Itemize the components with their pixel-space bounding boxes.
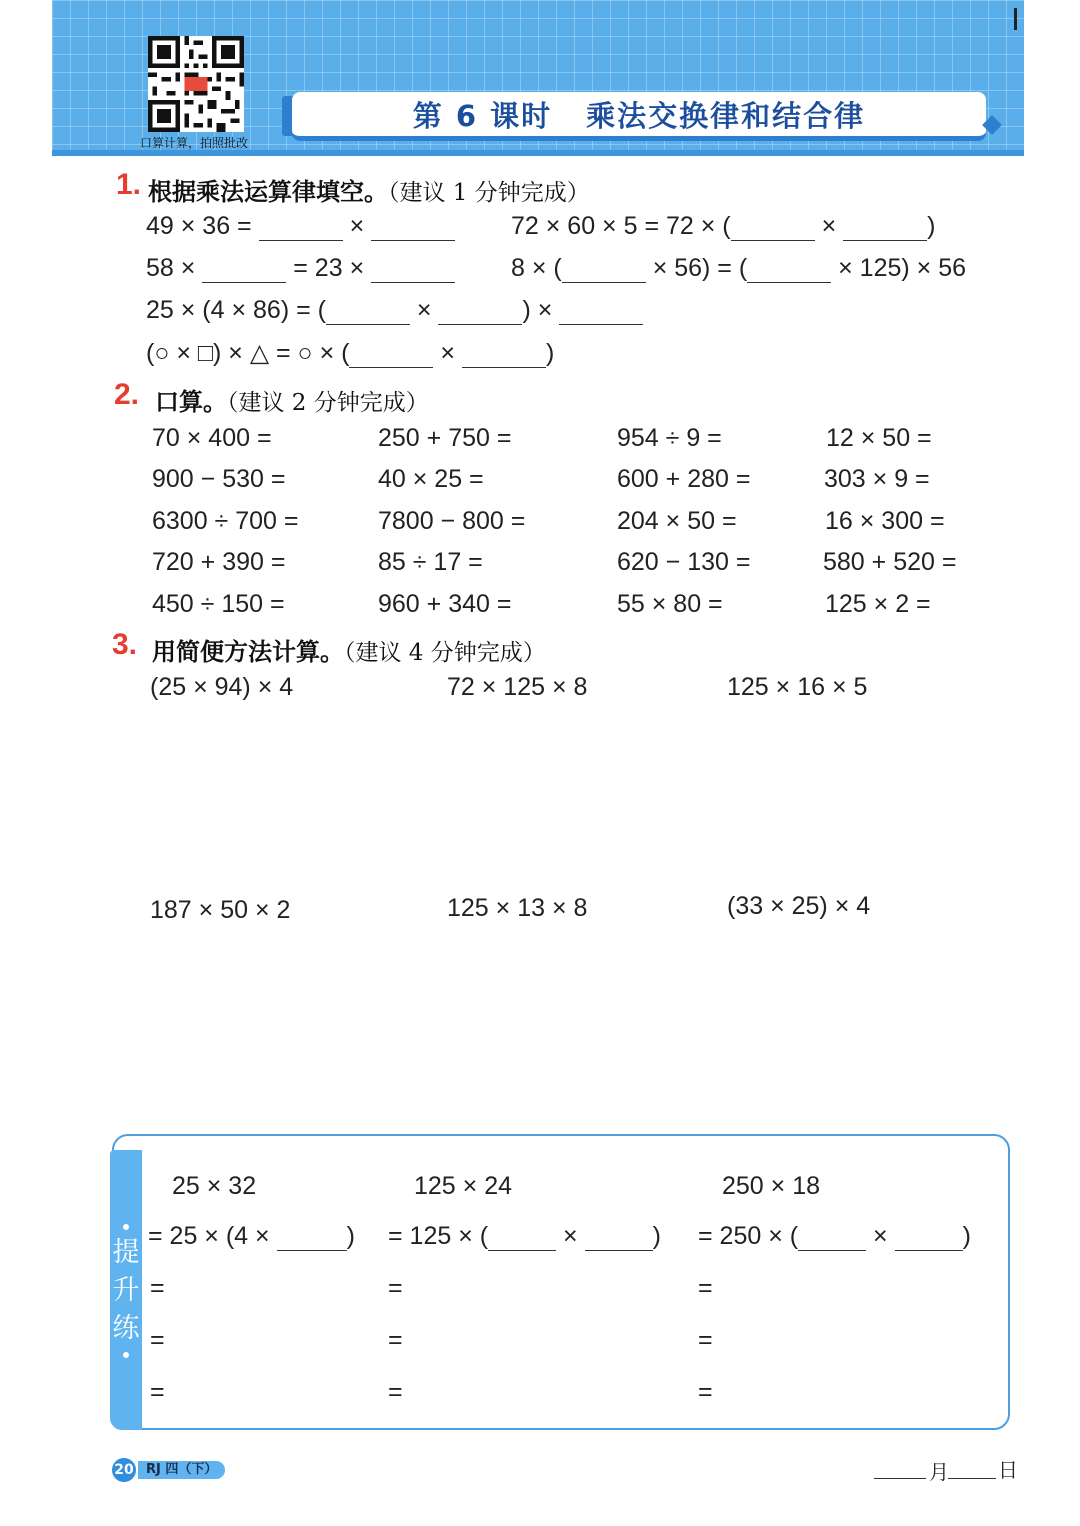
practice-label-char: 升: [112, 1275, 140, 1306]
practice-step: [388, 1222, 661, 1251]
answer-blank[interactable]: [259, 216, 343, 241]
expr-text: ×: [563, 1222, 578, 1250]
qr-caption: 口算计算，拍照批改: [140, 136, 249, 150]
answer-blank[interactable]: [798, 1226, 866, 1251]
q3-title: [152, 632, 546, 667]
expr-text: 58 ×: [146, 254, 196, 282]
q1-row2-right: [511, 254, 966, 283]
simplify-item: (33 × 25) × 4: [727, 892, 871, 920]
q2-number: 2.: [114, 378, 140, 411]
expr-text: × 125) × 56: [838, 254, 967, 282]
practice-step: [148, 1222, 355, 1251]
equals-line: =: [388, 1378, 403, 1406]
oral-calc-item: 40 × 25 =: [378, 465, 484, 493]
month-blank[interactable]: [874, 1454, 926, 1479]
expr-text: 25 × (4 × 86) = (: [146, 296, 326, 324]
side-dot: [123, 1352, 129, 1358]
equals-line: =: [150, 1274, 165, 1302]
q1-title-text: 根据乘法运算律填空。: [148, 178, 388, 206]
answer-blank[interactable]: [562, 258, 646, 283]
practice-expr: 25 × 32: [172, 1172, 257, 1200]
q3-title-text: 用简便方法计算。: [152, 638, 344, 666]
expr-text: ×: [440, 339, 456, 367]
q1-row4: [146, 338, 554, 368]
oral-calc-item: 954 ÷ 9 =: [617, 424, 722, 452]
q1-hint: （建议 1 分钟完成）: [388, 180, 590, 206]
oral-calc-item: 16 × 300 =: [825, 507, 945, 535]
oral-calc-item: 6300 ÷ 700 =: [152, 507, 299, 535]
expr-text: 49 × 36 =: [146, 212, 252, 240]
oral-calc-item: 70 × 400 =: [152, 424, 272, 452]
side-dot: [123, 1224, 129, 1230]
answer-blank[interactable]: [585, 1226, 653, 1251]
expr-text: ): [962, 1222, 971, 1250]
expr-text: ): [652, 1222, 661, 1250]
simplify-item: 125 × 16 × 5: [727, 673, 868, 701]
edition-tag: RJ 四（下）: [138, 1461, 225, 1479]
practice-step: [698, 1222, 971, 1251]
oral-calc-item: 600 + 280 =: [617, 465, 751, 493]
month-label: 月: [929, 1460, 949, 1484]
answer-blank[interactable]: [895, 1226, 963, 1251]
expr-text: ) ×: [522, 296, 553, 324]
oral-calc-item: 85 ÷ 17 =: [378, 548, 483, 576]
oral-calc-item: 303 × 9 =: [824, 465, 930, 493]
equals-line: =: [150, 1378, 165, 1406]
practice-label: [110, 1234, 142, 1348]
practice-expr: 125 × 24: [414, 1172, 513, 1200]
equals-line: =: [388, 1326, 403, 1354]
expr-text: ×: [873, 1222, 888, 1250]
oral-calc-item: 960 + 340 =: [378, 590, 512, 618]
q1-title: [148, 172, 590, 207]
expr-text: ): [545, 339, 555, 367]
simplify-item: 72 × 125 × 8: [447, 673, 588, 701]
answer-blank[interactable]: [438, 300, 522, 325]
q1-row3: [146, 296, 643, 325]
title-bar: [292, 92, 986, 139]
expr-text: ): [927, 212, 936, 240]
oral-calc-item: 7800 − 800 =: [378, 507, 526, 535]
expr-text: ): [346, 1222, 355, 1250]
qr-code[interactable]: [148, 36, 244, 132]
oral-calc-item: 720 + 390 =: [152, 548, 286, 576]
answer-blank[interactable]: [462, 343, 546, 368]
expr-text: = 23 ×: [293, 254, 365, 282]
expr-text: 72 × 60 × 5 = 72 × (: [511, 212, 731, 240]
oral-calc-item: 580 + 520 =: [823, 548, 957, 576]
q3-number: 3.: [112, 628, 138, 661]
oral-calc-item: 620 − 130 =: [617, 548, 751, 576]
expr-text: = 125 × (: [388, 1222, 489, 1250]
practice-label-char: 练: [112, 1313, 140, 1344]
day-blank[interactable]: [948, 1454, 996, 1479]
oral-calc-item: 55 × 80 =: [617, 590, 723, 618]
expr-text: 8 × (: [511, 254, 562, 282]
oral-calc-item: 900 − 530 =: [152, 465, 286, 493]
answer-blank[interactable]: [277, 1226, 347, 1251]
q2-title: [155, 382, 429, 417]
answer-blank[interactable]: [326, 300, 410, 325]
q1-row2-left: [146, 254, 455, 283]
expr-text: ×: [821, 212, 837, 240]
expr-text: ×: [349, 212, 365, 240]
day-label: 日: [998, 1458, 1018, 1482]
answer-blank[interactable]: [731, 216, 815, 241]
answer-blank[interactable]: [747, 258, 831, 283]
answer-blank[interactable]: [488, 1226, 556, 1251]
q1-row1-left: [146, 212, 455, 241]
oral-calc-item: 12 × 50 =: [826, 424, 932, 452]
practice-label-char: 提: [112, 1237, 140, 1268]
q1-number: 1.: [116, 168, 142, 201]
q2-hint: （建议 2 分钟完成）: [227, 390, 429, 416]
answer-blank[interactable]: [371, 258, 455, 283]
page-title: [292, 94, 986, 135]
q1-row1-right: [511, 212, 935, 241]
corner-mark: [1014, 8, 1017, 30]
answer-blank[interactable]: [559, 300, 643, 325]
page-number: 20: [112, 1458, 136, 1482]
q3-hint: （建议 4 分钟完成）: [344, 640, 546, 666]
answer-blank[interactable]: [843, 216, 927, 241]
expr-text: (○ × □) × △ = ○ × (: [146, 339, 350, 367]
equals-line: =: [388, 1274, 403, 1302]
lesson-label: 第 6 课时: [412, 99, 553, 133]
simplify-item: 187 × 50 × 2: [150, 896, 291, 924]
simplify-item: (25 × 94) × 4: [150, 673, 294, 701]
answer-blank[interactable]: [349, 343, 433, 368]
oral-calc-item: 450 ÷ 150 =: [152, 590, 285, 618]
answer-blank[interactable]: [371, 216, 455, 241]
q2-title-text: 口算。: [155, 388, 227, 416]
expr-text: × 56) = (: [652, 254, 748, 282]
expr-text: = 25 × (4 ×: [148, 1222, 270, 1250]
equals-line: =: [698, 1326, 713, 1354]
oral-calc-item: 250 + 750 =: [378, 424, 512, 452]
lesson-title: 乘法交换律和结合律: [586, 99, 866, 133]
practice-expr: 250 × 18: [722, 1172, 821, 1200]
expr-text: = 250 × (: [698, 1222, 799, 1250]
simplify-item: 125 × 13 × 8: [447, 894, 588, 922]
equals-line: =: [698, 1378, 713, 1406]
equals-line: =: [698, 1274, 713, 1302]
oral-calc-item: 204 × 50 =: [617, 507, 737, 535]
oral-calc-item: 125 × 2 =: [825, 590, 931, 618]
equals-line: =: [150, 1326, 165, 1354]
answer-blank[interactable]: [202, 258, 286, 283]
expr-text: ×: [416, 296, 432, 324]
